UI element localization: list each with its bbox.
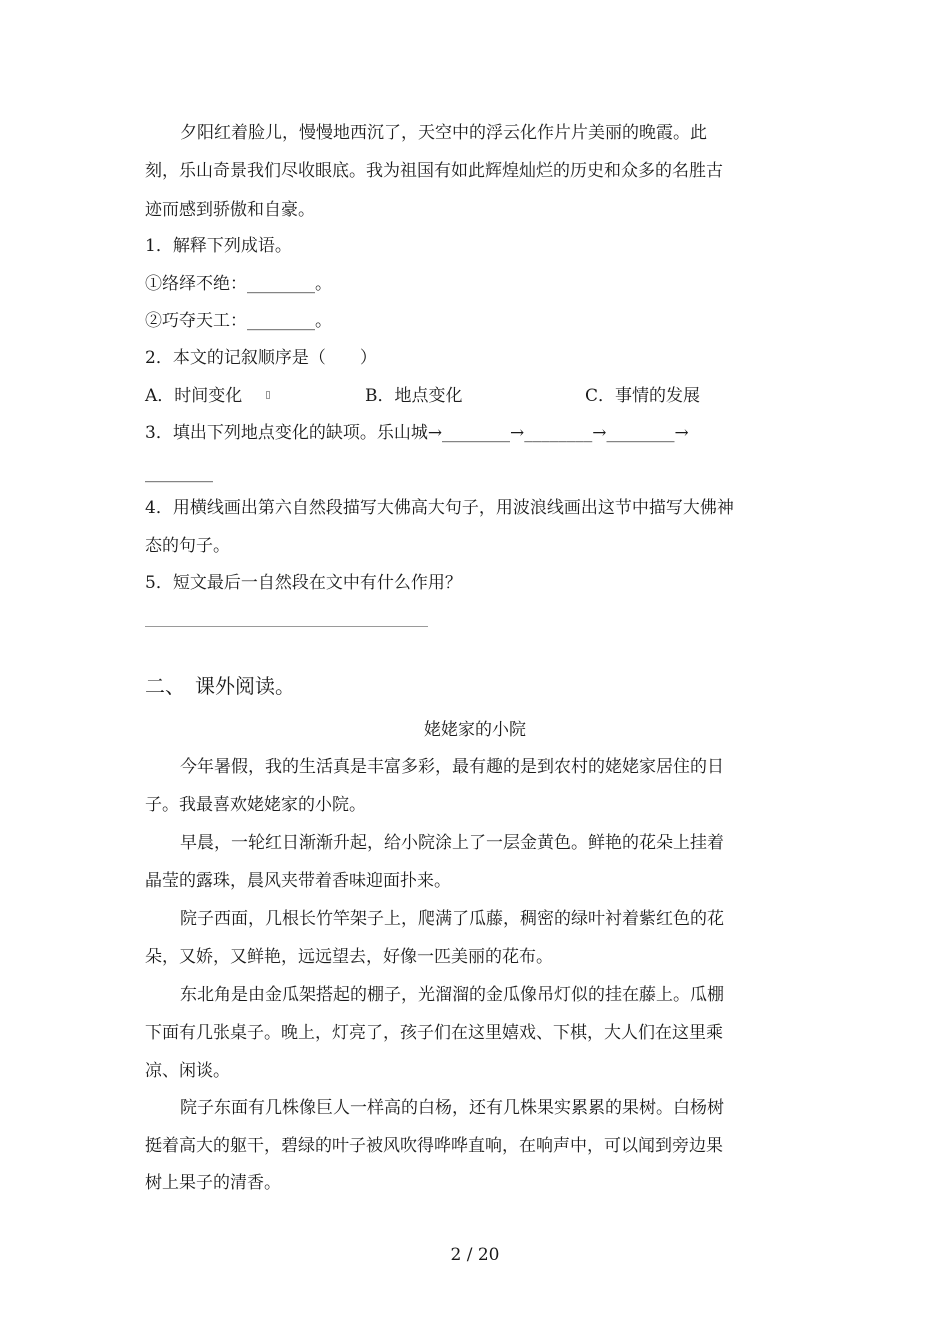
story-line: 院子东面有几株像巨人一样高的白杨，还有几株果实累累的果树。白杨树 xyxy=(180,1098,724,1118)
page-number: 2 / 20 xyxy=(450,1245,500,1265)
option-c: C．事情的发展 xyxy=(585,386,701,406)
story-line: 早晨，一轮红日渐渐升起，给小院涂上了一层金黄色。鲜艳的花朵上挂着 xyxy=(180,833,724,853)
question-3-continued: ________ xyxy=(145,463,213,483)
question-4: 4．用横线画出第六自然段描写大佛高大句子，用波浪线画出这节中描写大佛神 xyxy=(145,498,734,518)
story-line: 挺着高大的躯干，碧绿的叶子被风吹得哗哗直响，在响声中，可以闻到旁边果 xyxy=(145,1136,723,1156)
question-1a: ①络绎不绝：________。 xyxy=(145,274,332,294)
story-line: 晶莹的露珠，晨风夹带着香味迎面扑来。 xyxy=(145,871,451,891)
question-3: 3．填出下列地点变化的缺项。乐山城→________→________→________→ xyxy=(145,423,689,443)
story-line: 院子西面，几根长竹竿架子上，爬满了瓜藤，稠密的绿叶衬着紫红色的花 xyxy=(180,909,724,929)
story-line: 下面有几张桌子。晚上，灯亮了，孩子们在这里嬉戏、下棋，大人们在这里乘 xyxy=(145,1023,723,1043)
answer-line xyxy=(145,626,428,627)
story-line: 东北角是由金瓜架搭起的棚子，光溜溜的金瓜像吊灯似的挂在藤上。瓜棚 xyxy=(180,985,724,1005)
story-line: 今年暑假，我的生活真是丰富多彩，最有趣的是到农村的姥姥家居住的日 xyxy=(180,757,724,777)
small-box-mark xyxy=(266,391,270,399)
passage-line: 夕阳红着脸儿，慢慢地西沉了，天空中的浮云化作片片美丽的晚霞。此 xyxy=(180,123,707,143)
passage-line: 迹而感到骄傲和自豪。 xyxy=(145,200,315,220)
story-line: 子。我最喜欢姥姥家的小院。 xyxy=(145,795,366,815)
story-line: 树上果子的清香。 xyxy=(145,1173,281,1193)
option-b: B．地点变化 xyxy=(365,386,463,406)
story-line: 朵，又娇，又鲜艳，远远望去，好像一匹美丽的花布。 xyxy=(145,947,553,967)
story-line: 凉、闲谈。 xyxy=(145,1061,230,1081)
question-4-continued: 态的句子。 xyxy=(145,536,230,556)
option-a: A．时间变化 xyxy=(145,386,243,406)
passage-line: 刻，乐山奇景我们尽收眼底。我为祖国有如此辉煌灿烂的历史和众多的名胜古 xyxy=(145,161,723,181)
question-5: 5．短文最后一自然段在文中有什么作用？ xyxy=(145,573,462,593)
section-heading: 二、 课外阅读。 xyxy=(145,674,295,698)
question-1: 1．解释下列成语。 xyxy=(145,236,292,256)
question-1b: ②巧夺天工：________。 xyxy=(145,311,332,331)
question-2: 2．本文的记叙顺序是（ ） xyxy=(145,348,377,368)
story-title: 姥姥家的小院 xyxy=(424,720,526,740)
